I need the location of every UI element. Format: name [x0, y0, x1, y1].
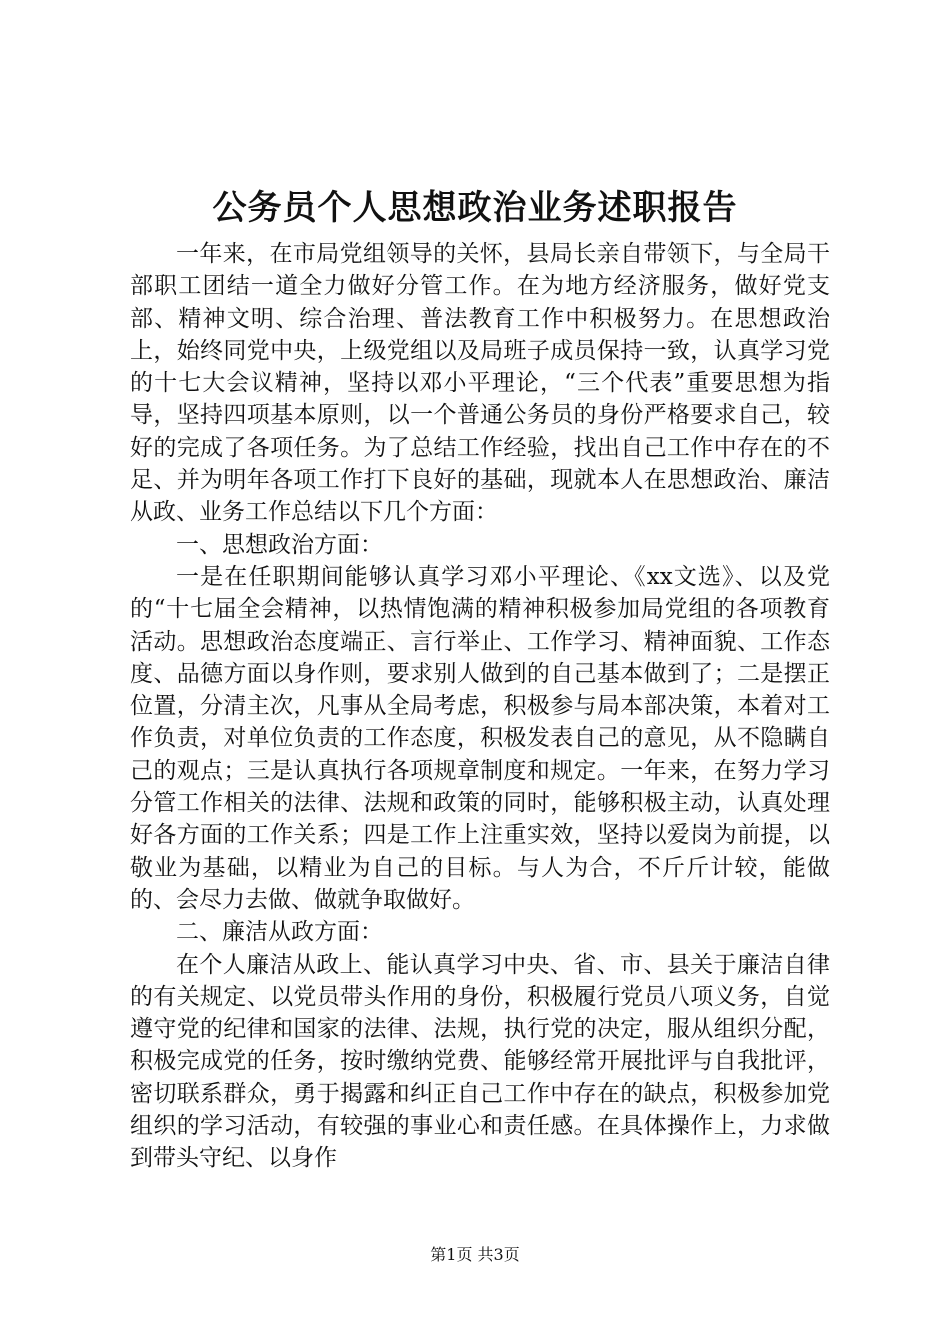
section-heading-integrity: 二、廉洁从政方面：	[176, 919, 383, 946]
paragraph-political: 一是在任职期间能够认真学习邓小平理论、《xx文选》、以及党的“十七届全会精神，以热情饱满的精神积极参加局党组的各项教育活动。思想政治态度端正、言行举止、工作学习、精神面貌、工作态度、品德方面以身作则，要求别人做到的自己基本做到了；二是摆正位置，分清主次，凡事从全局考虑，积极参与局本部决策，本着对工作负责，对单位负责的工作态度，积极发表自己的意见，从不隐瞒自己的观点；三是认真执行各项规章制度和规定。一年来，在努力学习分管工作相关的法律、法规和政策的同时，能够积极主动，认真处理好各方面的工作关系；四是工作上注重实效，坚持以爱岗为前提，以敬业为基础，以精业为自己的目标。与人为合，不斤斤计较，能做的、会尽力去做、做就争取做好。	[130, 563, 830, 913]
paragraph-intro: 一年来，在市局党组领导的关怀，县局长亲自带领下，与全局干部职工团结一道全力做好分管工作。在为地方经济服务，做好党支部、精神文明、综合治理、普法教育工作中积极努力。在思想政治上，始终同党中央，上级党组以及局班子成员保持一致，认真学习党的十七大会议精神，坚持以邓小平理论，“三个代表”重要思想为指导，坚持四项基本原则，以一个普通公务员的身份严格要求自己，较好的完成了各项任务。为了总结工作经验，找出自己工作中存在的不足、并为明年各项工作打下良好的基础，现就本人在思想政治、廉洁从政、业务工作总结以下几个方面：	[130, 241, 830, 526]
page-number-footer: 第1页 共3页	[430, 1245, 520, 1264]
document-title: 公务员个人思想政治业务述职报告	[212, 188, 738, 228]
paragraph-integrity: 在个人廉洁从政上、能认真学习中央、省、市、县关于廉洁自律的有关规定、以党员带头作用的身份，积极履行党员八项义务，自觉遵守党的纪律和国家的法律、法规，执行党的决定，服从组织分配，积极完成党的任务，按时缴纳党费、能够经常开展批评与自我批评，密切联系群众，勇于揭露和纠正自己工作中存在的缺点，积极参加党组织的学习活动，有较强的事业心和责任感。在具体操作上，力求做到带头守纪、以身作	[130, 951, 830, 1172]
document-body	[130, 238, 830, 1175]
section-heading-political: 一、思想政治方面：	[176, 531, 383, 558]
